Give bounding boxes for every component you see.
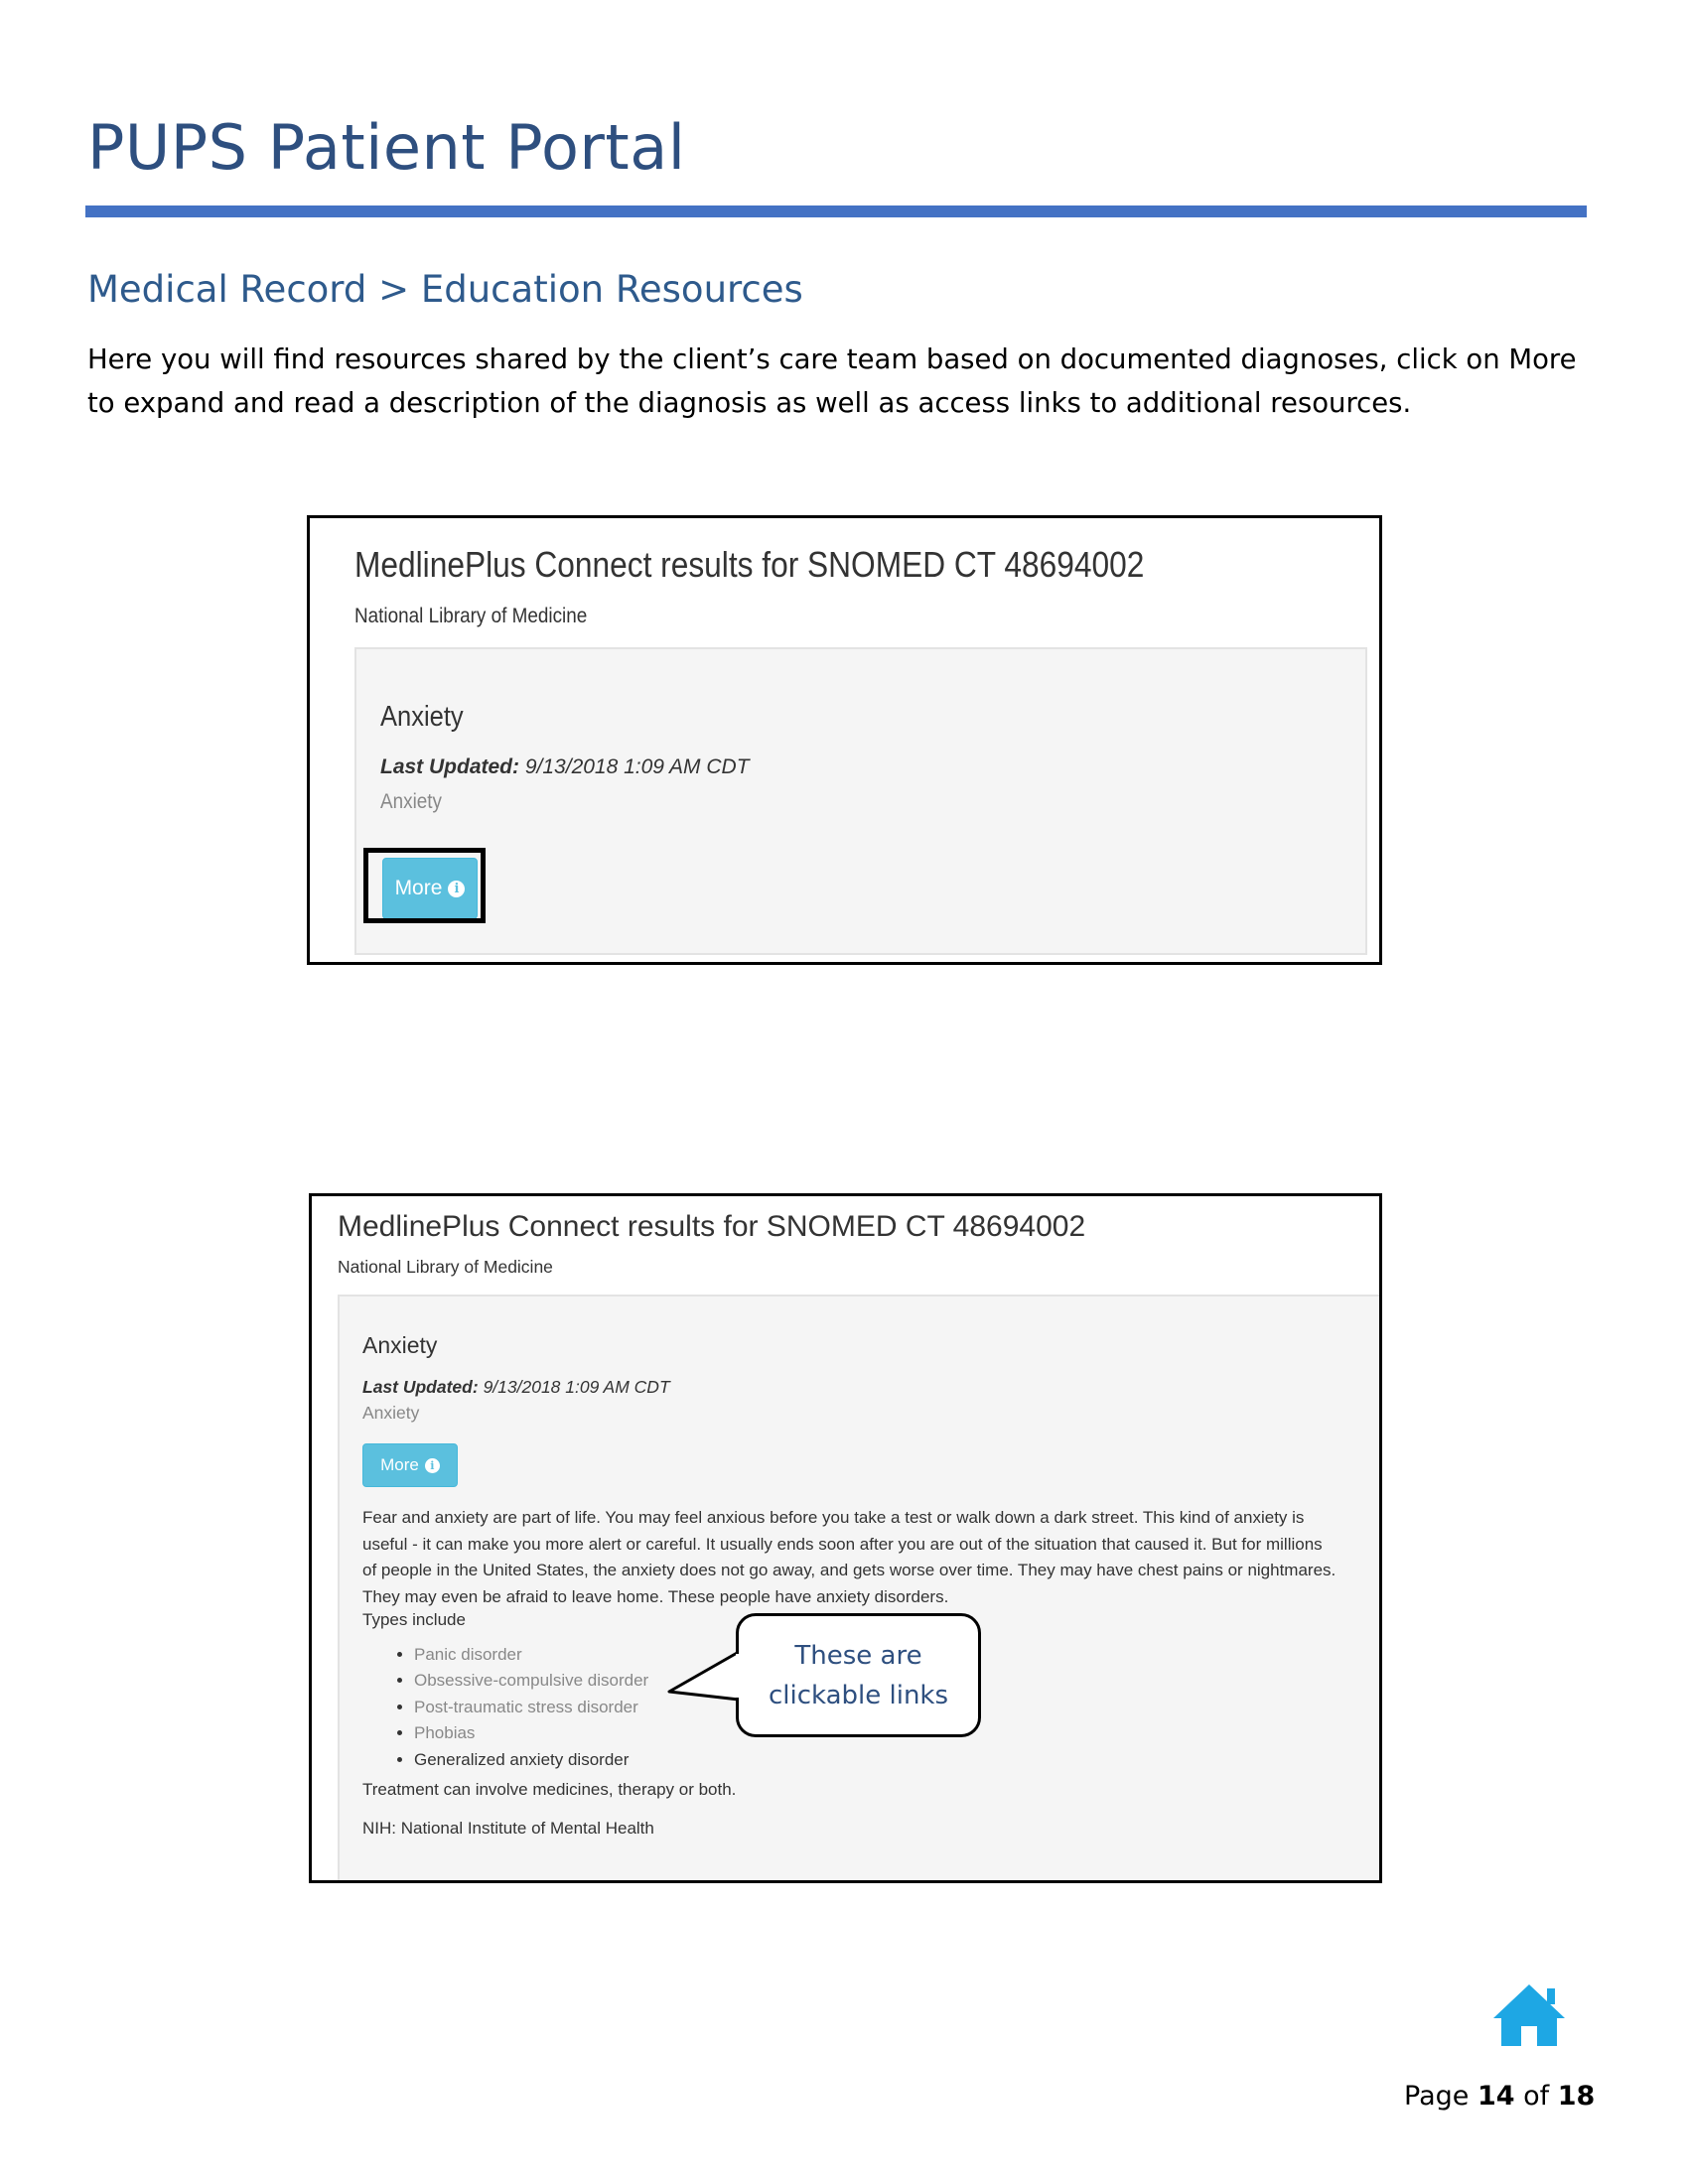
more-button-label: More (394, 877, 443, 899)
info-icon: i (448, 881, 465, 897)
topic-panel (354, 647, 1367, 955)
of-label: of (1523, 2081, 1550, 2112)
document-title: PUPS Patient Portal (87, 111, 686, 184)
callout-pointer (665, 1648, 745, 1707)
medlineplus-title: MedlinePlus Connect results for SNOMED CT 48694002 (354, 544, 1145, 585)
last-updated-value: 9/13/2018 1:09 AM CDT (524, 755, 750, 778)
link-post-traumatic-stress-disorder[interactable]: • Post-traumatic stress disorder (414, 1695, 648, 1720)
callout-line-2: clickable links (768, 1680, 949, 1710)
callout-seam (736, 1654, 742, 1698)
more-button[interactable] (362, 1443, 458, 1487)
topic-alt-name: Anxiety (362, 1403, 420, 1423)
topic-title: Anxiety (380, 701, 464, 733)
topic-description: Fear and anxiety are part of life. You may feel anxious before you take a test or walk down a dark street. This kind of anxiety is useful - it can make you more alert or careful. It usually ends soon after you are out of the situation that caused it. But for millions of people in the United States, the anxiety does not go away, and gets worse over time. They may have chest pains or nightmares. They may even be afraid to leave home. These people have anxiety disorders. (362, 1508, 1336, 1606)
types-label: Types include (362, 1610, 466, 1629)
more-button-highlight (363, 848, 486, 923)
source-subtitle: National Library of Medicine (354, 605, 588, 627)
callout-bubble (736, 1613, 981, 1737)
last-updated-label: Last Updated: (380, 755, 520, 778)
callout-line-1: These are (794, 1640, 922, 1671)
page-number (1404, 2081, 1595, 2112)
link-generalized-anxiety-disorder[interactable]: • Generalized anxiety disorder (414, 1747, 648, 1773)
source-subtitle: National Library of Medicine (338, 1257, 553, 1277)
link-obsessive-compulsive-disorder[interactable]: • Obsessive-compulsive disorder (414, 1668, 648, 1694)
page-prefix: Page (1404, 2081, 1470, 2112)
last-updated (362, 1377, 670, 1398)
screenshot-collapsed (307, 515, 1382, 965)
section-heading: Medical Record > Education Resources (87, 268, 803, 311)
intro-paragraph: Here you will find resources shared by the client’s care team based on documented diagnoses, click on More to expand and read a description of the diagnosis as well as access links to additional resources. (87, 343, 1577, 419)
screenshot-expanded (309, 1193, 1382, 1883)
total-pages: 18 (1557, 2081, 1596, 2112)
last-updated-value: 9/13/2018 1:09 AM CDT (483, 1377, 670, 1397)
topic-title: Anxiety (362, 1332, 438, 1358)
link-phobias[interactable]: • Phobias (414, 1720, 648, 1746)
anxiety-types-list (376, 1642, 648, 1773)
current-page: 14 (1477, 2081, 1515, 2112)
title-rule (85, 205, 1587, 217)
medlineplus-title: MedlinePlus Connect results for SNOMED CT 48694002 (338, 1210, 1086, 1243)
home-icon[interactable] (1489, 1980, 1569, 2050)
treatment-text: Treatment can involve medicines, therapy or both. (362, 1780, 737, 1799)
last-updated (380, 755, 750, 779)
info-icon: i (425, 1458, 440, 1473)
source-text: NIH: National Institute of Mental Health (362, 1819, 654, 1838)
last-updated-label: Last Updated: (362, 1377, 479, 1397)
topic-alt-name: Anxiety (380, 790, 442, 813)
link-panic-disorder[interactable]: • Panic disorder (414, 1642, 648, 1668)
more-button-label: More (380, 1455, 419, 1474)
